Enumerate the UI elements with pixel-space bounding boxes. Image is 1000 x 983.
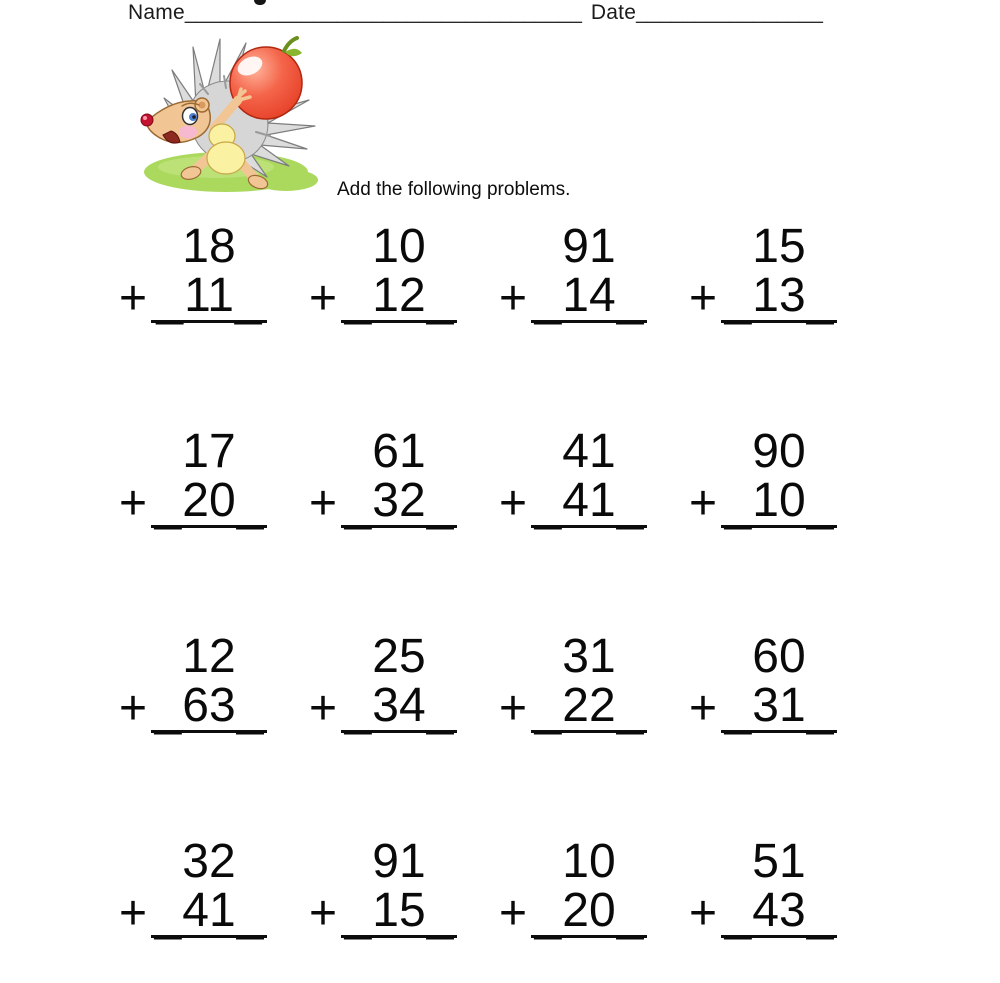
date-label: Date [590, 1, 637, 24]
addition-problem [115, 835, 267, 941]
top-addend: 91 [372, 835, 426, 888]
underscore-decoration: _ [156, 273, 184, 326]
addend-row [495, 269, 647, 326]
answer-line[interactable] [531, 474, 647, 531]
addend-row [115, 474, 267, 531]
bottom-addend: 11 [184, 269, 234, 322]
underscore-decoration: _ [724, 273, 752, 326]
plus-operator: + [689, 682, 718, 735]
bottom-addend: 12 [372, 269, 426, 322]
answer-line[interactable] [531, 269, 647, 326]
bottom-addend: 10 [752, 474, 806, 527]
answer-line[interactable] [151, 269, 267, 326]
top-addend: 31 [562, 630, 616, 683]
addition-problem [495, 425, 647, 531]
answer-line[interactable] [341, 679, 457, 736]
underscore-decoration: _ [806, 888, 834, 941]
underscore-decoration: _ [724, 888, 752, 941]
addend-row [685, 269, 837, 326]
addition-problem [115, 220, 267, 326]
bottom-addend: 31 [752, 679, 806, 732]
plus-operator: + [499, 477, 528, 530]
plus-operator: + [309, 682, 338, 735]
addend-row [495, 679, 647, 736]
addition-problem [305, 630, 457, 736]
plus-operator: + [499, 272, 528, 325]
underscore-decoration: _ [534, 273, 562, 326]
addition-problem [305, 220, 457, 326]
answer-line[interactable] [341, 474, 457, 531]
underscore-decoration: _ [806, 478, 834, 531]
bottom-addend: 20 [182, 474, 236, 527]
plus-operator: + [499, 682, 528, 735]
underscore-decoration: _ [534, 888, 562, 941]
bottom-addend: 14 [562, 269, 616, 322]
addition-problem [685, 425, 837, 531]
bottom-addend: 41 [182, 884, 236, 937]
date-blank-line[interactable]: ________________ [636, 1, 823, 24]
bottom-addend: 41 [562, 474, 616, 527]
plus-operator: + [689, 272, 718, 325]
underscore-decoration: _ [344, 273, 372, 326]
underscore-decoration: _ [234, 273, 262, 326]
top-addend: 61 [372, 425, 426, 478]
addend-row [685, 884, 837, 941]
top-addend: 32 [182, 835, 236, 888]
underscore-decoration: _ [236, 683, 264, 736]
underscore-decoration: _ [236, 478, 264, 531]
plus-operator: + [689, 887, 718, 940]
plus-operator: + [309, 887, 338, 940]
top-addend: 60 [752, 630, 806, 683]
addend-row [685, 474, 837, 531]
addition-problem [495, 630, 647, 736]
underscore-decoration: _ [616, 478, 644, 531]
answer-line[interactable] [531, 679, 647, 736]
plus-operator: + [119, 272, 148, 325]
addition-problem [305, 835, 457, 941]
plus-operator: + [119, 477, 148, 530]
name-blank-line[interactable]: __________________________________ [184, 1, 582, 24]
underscore-decoration: _ [724, 478, 752, 531]
underscore-decoration: _ [344, 683, 372, 736]
bottom-addend: 34 [372, 679, 426, 732]
plus-operator: + [309, 477, 338, 530]
underscore-decoration: _ [236, 888, 264, 941]
top-addend: 17 [182, 425, 236, 478]
plus-operator: + [689, 477, 718, 530]
addend-row [305, 679, 457, 736]
top-addend: 18 [182, 220, 236, 273]
underscore-decoration: _ [154, 888, 182, 941]
underscore-decoration: _ [426, 478, 454, 531]
underscore-decoration: _ [806, 273, 834, 326]
top-addend: 10 [372, 220, 426, 273]
underscore-decoration: _ [724, 683, 752, 736]
underscore-decoration: _ [154, 478, 182, 531]
addition-problem [495, 220, 647, 326]
top-addend: 10 [562, 835, 616, 888]
addend-row [685, 679, 837, 736]
addend-row [115, 679, 267, 736]
bottom-addend: 32 [372, 474, 426, 527]
bottom-addend: 63 [182, 679, 236, 732]
plus-operator: + [499, 887, 528, 940]
header [128, 1, 823, 25]
addition-problem [115, 425, 267, 531]
name-label: Name [128, 1, 185, 24]
underscore-decoration: _ [616, 888, 644, 941]
addition-problem [495, 835, 647, 941]
addend-row [495, 474, 647, 531]
instruction-text: Add the following problems. [337, 179, 571, 200]
top-addend: 12 [182, 630, 236, 683]
top-addend: 91 [562, 220, 616, 273]
plus-operator: + [309, 272, 338, 325]
hedgehog-apple-icon [138, 34, 322, 196]
underscore-decoration: _ [344, 888, 372, 941]
underscore-decoration: _ [426, 683, 454, 736]
problems-grid [115, 220, 837, 941]
plus-operator: + [119, 682, 148, 735]
answer-line[interactable] [531, 884, 647, 941]
addend-row [305, 474, 457, 531]
bottom-addend: 22 [562, 679, 616, 732]
underscore-decoration: _ [616, 683, 644, 736]
addend-row [305, 884, 457, 941]
underscore-decoration: _ [426, 273, 454, 326]
answer-line[interactable] [721, 269, 837, 326]
answer-line[interactable] [151, 679, 267, 736]
bottom-addend: 15 [372, 884, 426, 937]
addend-row [305, 269, 457, 326]
underscore-decoration: _ [426, 888, 454, 941]
addition-problem [305, 425, 457, 531]
answer-line[interactable] [341, 269, 457, 326]
underscore-decoration: _ [154, 683, 182, 736]
bottom-addend: 13 [752, 269, 806, 322]
bottom-addend: 20 [562, 884, 616, 937]
addend-row [115, 884, 267, 941]
underscore-decoration: _ [344, 478, 372, 531]
answer-line[interactable] [721, 474, 837, 531]
underscore-decoration: _ [806, 683, 834, 736]
answer-line[interactable] [721, 679, 837, 736]
addition-problem [685, 220, 837, 326]
underscore-decoration: _ [616, 273, 644, 326]
answer-line[interactable] [151, 474, 267, 531]
addition-problem [115, 630, 267, 736]
underscore-decoration: _ [534, 683, 562, 736]
plus-operator: + [119, 887, 148, 940]
addend-row [495, 884, 647, 941]
top-addend: 51 [752, 835, 806, 888]
answer-line[interactable] [151, 884, 267, 941]
top-addend: 15 [752, 220, 806, 273]
underscore-decoration: _ [534, 478, 562, 531]
top-addend: 25 [372, 630, 426, 683]
bottom-addend: 43 [752, 884, 806, 937]
addition-problem [685, 835, 837, 941]
hedgehog-apple-illustration [138, 34, 322, 196]
addition-problem [685, 630, 837, 736]
addend-row [115, 269, 267, 326]
answer-line[interactable] [341, 884, 457, 941]
answer-line[interactable] [721, 884, 837, 941]
top-addend: 41 [562, 425, 616, 478]
top-addend: 90 [752, 425, 806, 478]
